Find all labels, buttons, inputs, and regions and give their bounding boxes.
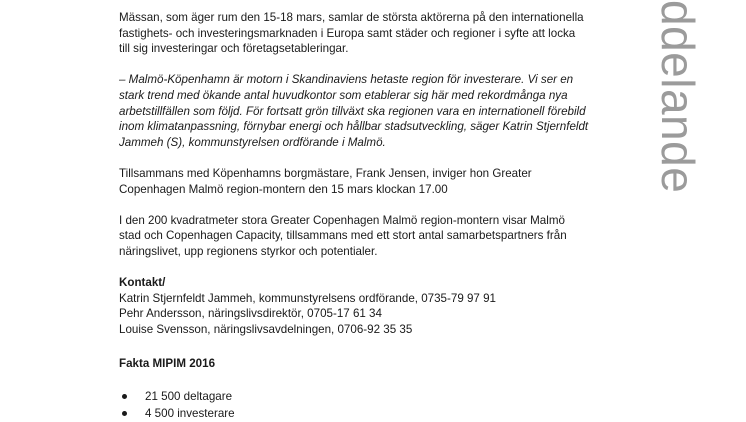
contact-line-3: Louise Svensson, näringslivsavdelningen, 0706-92 35 35 xyxy=(119,322,413,336)
paragraph-booth: I den 200 kvadratmeter stora Greater Copenhagen Malmö region-montern visar Malmö stad och Copenhagen Capacity, tillsammans med ett stort antal samarbetspartners från näringslivet, upp regionens styrkor och potentialer. xyxy=(119,213,567,258)
paragraph-inauguration: Tillsammans med Köpenhamns borgmästare, Frank Jensen, inviger hon Greater Copenhagen Malmö region-montern den 15 mars klockan 17.00 xyxy=(119,166,532,196)
contact-section xyxy=(119,275,589,337)
fakta-list xyxy=(119,388,589,422)
contact-heading: Kontakt/ xyxy=(119,276,166,290)
fakta-item-participants: 21 500 deltagare xyxy=(119,388,589,405)
side-label: ddelande xyxy=(652,0,704,194)
contact-line-2: Pehr Andersson, näringslivsdirektör, 0705-17 61 34 xyxy=(119,307,382,321)
document-body xyxy=(119,10,589,422)
contact-line-1: Katrin Stjernfeldt Jammeh, kommunstyrelsens ordförande, 0735-79 97 91 xyxy=(119,291,496,305)
paragraph-quote: – Malmö-Köpenhamn är motorn i Skandinaviens hetaste region för investerare. Vi ser en stark trend med ökande antal huvudkontor som etablerar sig här med rekordmånga nya arbetstillfällen som följd. För fortsatt grön tillväxt ska regionen vara en internationell förebild inom klimatanpassning, förnybar energi och hållbar stadsutveckling, säger Katrin Stjernfeldt Jammeh (S), kommunstyrelsen ordförande i Malmö. xyxy=(119,73,589,149)
fakta-item-investors: 4 500 investerare xyxy=(119,405,589,422)
fakta-title: Fakta MIPIM 2016 xyxy=(119,357,216,371)
paragraph-intro: Mässan, som äger rum den 15-18 mars, samlar de största aktörerna på den internationella fastighets- och investeringsmarknaden i Europa samt städer och regioner i syfte att locka till sig investeringar och företagsetableringar. xyxy=(119,11,584,56)
